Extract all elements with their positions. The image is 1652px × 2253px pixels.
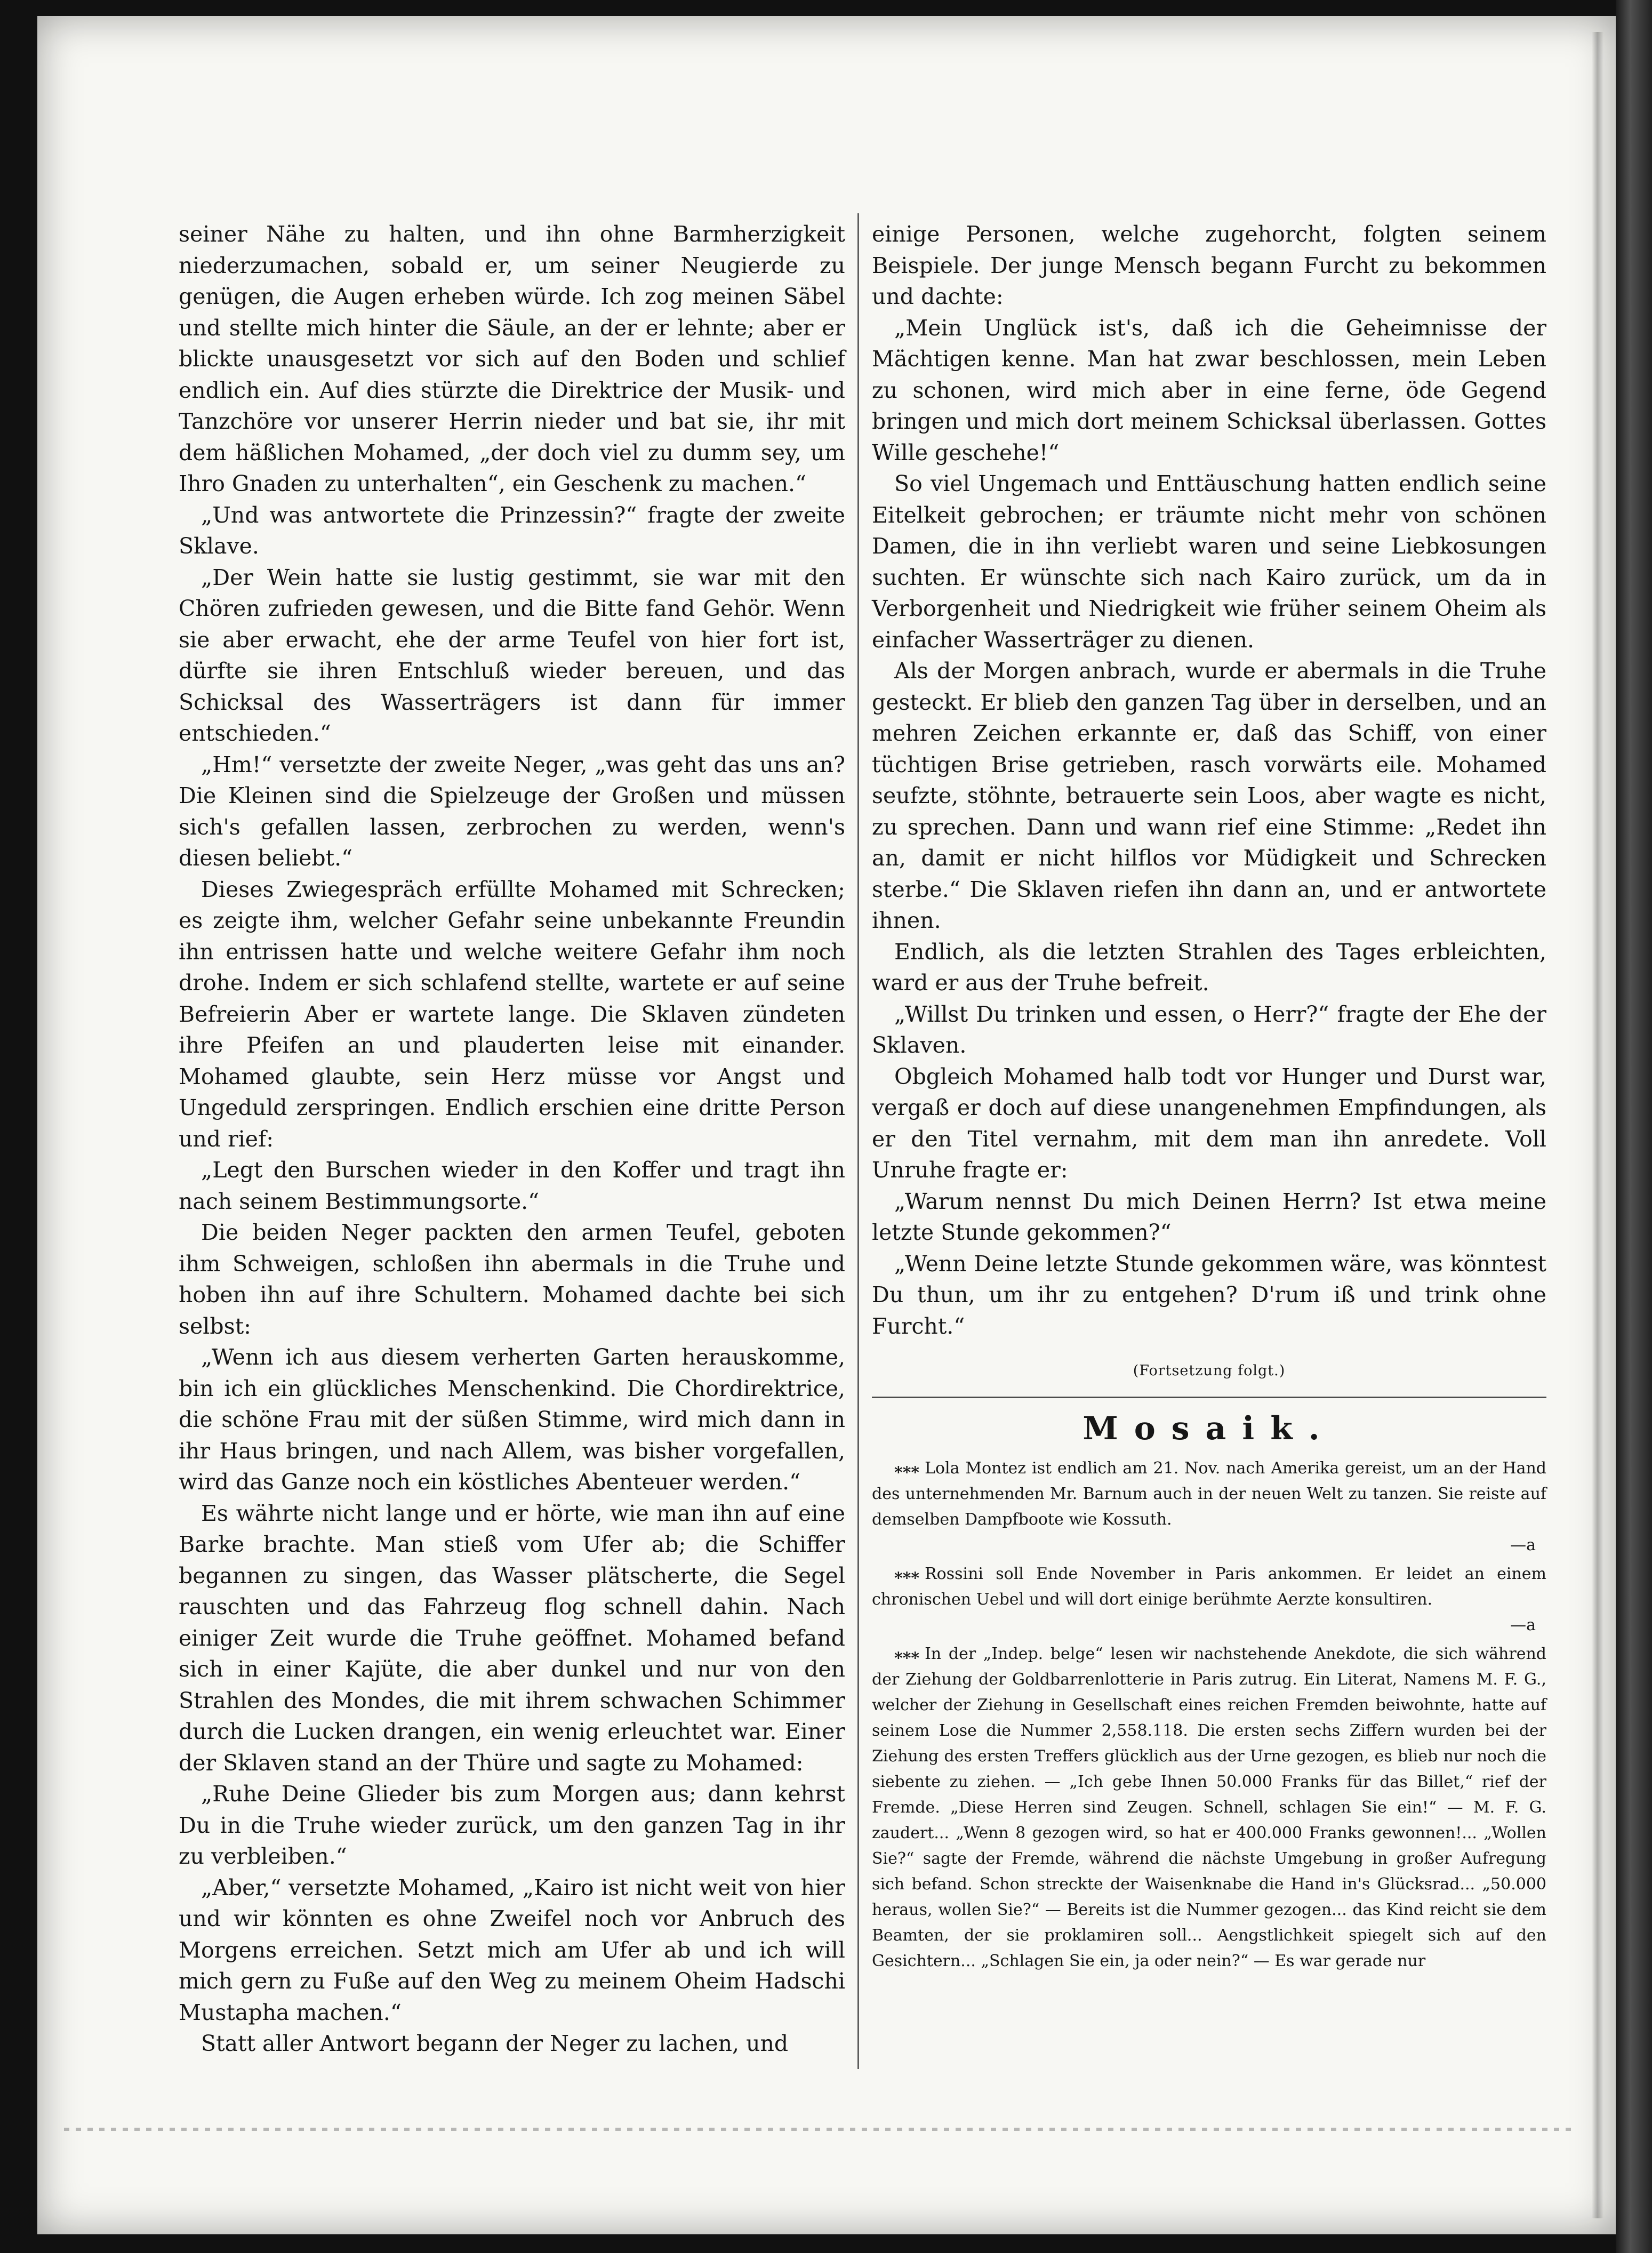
right-column xyxy=(872,219,1546,1977)
right-paragraph-6: „Willst Du trinken und essen, o Herr?“ fragte der Ehe der Sklaven. xyxy=(872,1001,1546,1058)
asterism-icon: ⁎⁎⁎ xyxy=(894,1458,920,1478)
mosaik-item-text: Lola Montez ist endlich am 21. Nov. nach Amerika gereist, um an der Hand des unternehmenden Mr. Barnum auch in der neuen Welt zu tanzen. Sie reiste auf demselben Dampfboote wie Kossuth. xyxy=(872,1458,1546,1529)
right-paragraph-1: einige Personen, welche zugehorcht, folgten seinem Beispiele. Der junge Mensch begann Furcht zu bekommen und dachte: xyxy=(872,221,1546,309)
binding-edge xyxy=(1616,0,1652,2253)
left-paragraph-7: Die beiden Neger packten den armen Teufel, geboten ihm Schweigen, schloßen ihn abermals in die Truhe und hoben ihn auf ihre Schultern. Mohamed dachte bei sich selbst: xyxy=(179,1220,845,1339)
continued-note: (Fortsetzung folgt.) xyxy=(1133,1362,1286,1379)
left-paragraph-8: „Wenn ich aus diesem verherten Garten herauskomme, bin ich ein glückliches Menschenkind. Die Chordirektrice, die schöne Frau mit der süßen Stimme, wird mich dann in ihr Haus bringen, und nach Allem, was bisher vorgefallen, wird das Ganze noch ein köstliches Abenteuer werden.“ xyxy=(179,1344,845,1495)
right-paragraph-9: „Wenn Deine letzte Stunde gekommen wäre, was könntest Du thun, um ihr zu entgehen? D'rum iß und trink ohne Furcht.“ xyxy=(872,1250,1546,1339)
asterism-icon: ⁎⁎⁎ xyxy=(894,1564,920,1583)
page-fold-shadow xyxy=(1592,32,1603,2218)
left-paragraph-11: „Aber,“ versetzte Mohamed, „Kairo ist nicht weit von hier und wir könnten es ohne Zweifel noch vor Anbruch des Morgens erreichen. Setzt mich am Ufer ab und ich will mich gern zu Fuße auf den Weg zu meinem Oheim Hadschi Mustapha machen.“ xyxy=(179,1874,845,2025)
mosaik-item-signature: —a xyxy=(1510,1615,1536,1634)
bottom-print-bleed xyxy=(64,2128,1573,2131)
left-paragraph-5: Dieses Zwiegespräch erfüllte Mohamed mit Schrecken; es zeigte ihm, welcher Gefahr seine unbekannte Freundin ihn entrissen hatte und welche weitere Gefahr ihm noch drohe. Indem er sich schlafend stellte, wartete er auf seine Befreierin Aber er wartete lange. Die Sklaven zündeten ihre Pfeifen an und plauderten leise mit einander. Mohamed glaubte, sein Herz müsse vor Angst und Ungeduld zerspringen. Endlich erschien eine dritte Person und rief: xyxy=(179,876,845,1152)
right-paragraph-5: Endlich, als die letzten Strahlen des Tages erbleichten, ward er aus der Truhe befreit. xyxy=(872,939,1546,996)
left-paragraph-2: „Und was antwortete die Prinzessin?“ fragte der zweite Sklave. xyxy=(179,502,845,559)
right-paragraph-2: „Mein Unglück ist's, daß ich die Geheimnisse der Mächtigen kenne. Man hat zwar beschlossen, mein Leben zu schonen, wird mich aber in eine ferne, öde Gegend bringen und mich dort meinem Schicksal überlassen. Gottes Wille geschehe!“ xyxy=(872,315,1546,466)
left-paragraph-1: seiner Nähe zu halten, und ihn ohne Barmherzigkeit niederzumachen, sobald er, um seiner Neugierde zu genügen, die Augen erheben würde. Ich zog meinen Säbel und stellte mich hinter die Säule, an der er lehnte; aber er blickte unausgesetzt vor sich auf den Boden und schlief endlich ein. Auf dies stürzte die Direktrice der Musik- und Tanzchöre vor unserer Herrin nieder und bat sie, ihr mit dem häßlichen Mohamed, „der doch viel zu dumm sey, um Ihro Gnaden zu unterhalten“, ein Geschenk zu machen.“ xyxy=(179,221,845,496)
section-rule xyxy=(872,1397,1546,1398)
left-paragraph-6: „Legt den Burschen wieder in den Koffer und tragt ihn nach seinem Bestimmungsorte.“ xyxy=(179,1157,845,1214)
mosaik-item xyxy=(872,1456,1546,1558)
asterism-icon: ⁎⁎⁎ xyxy=(894,1644,920,1663)
left-paragraph-3: „Der Wein hatte sie lustig gestimmt, sie war mit den Chören zufrieden gewesen, und die Bitte fand Gehör. Wenn sie aber erwacht, ehe der arme Teufel von hier fort ist, dürfte sie ihren Entschluß wieder bereuen, und das Schicksal des Wasserträgers ist dann für immer entschieden.“ xyxy=(179,564,845,746)
right-paragraph-4: Als der Morgen anbrach, wurde er abermals in die Truhe gesteckt. Er blieb den ganzen Tag über in derselben, und an mehren Zeichen erkannte er, daß das Schiff, von einer tüchtigen Brise getrieben, rasch vorwärts eile. Mohamed seufzte, stöhnte, betrauerte sein Loos, aber wagte es nicht, zu sprechen. Dann und wann rief eine Stimme: „Redet ihn an, damit er nicht hilflos vor Müdigkeit und Schrecken sterbe.“ Die Sklaven riefen ihn dann an, und er antwortete ihnen. xyxy=(872,658,1546,933)
left-paragraph-10: „Ruhe Deine Glieder bis zum Morgen aus; dann kehrst Du in die Truhe wieder zurück, um den ganzen Tag in ihr zu verbleiben.“ xyxy=(179,1781,845,1869)
mosaik-item xyxy=(872,1561,1546,1638)
right-paragraph-3: So viel Ungemach und Enttäuschung hatten endlich seine Eitelkeit gebrochen; er träumte nicht mehr von schönen Damen, die in ihn verliebt waren und seine Liebkosungen suchten. Er wünschte sich nach Kairo zurück, um da in Verborgenheit und Niedrigkeit wie früher seinem Oheim als einfacher Wasserträger zu dienen. xyxy=(872,471,1546,653)
left-paragraph-9: Es währte nicht lange und er hörte, wie man ihn auf eine Barke brachte. Man stieß vom Ufer ab; die Schiffer begannen zu singen, das Wasser plätscherte, die Segel rauschten und das Fahrzeug flog schnell dahin. Nach einiger Zeit wurde die Truhe geöffnet. Mohamed befand sich in einer Kajüte, die aber dunkel und nur von den Strahlen des Mondes, die mit ihrem schwachen Schimmer durch die Lucken drangen, ein wenig erleuchtet war. Einer der Sklaven stand an der Thüre und sagte zu Mohamed: xyxy=(179,1500,845,1776)
right-paragraph-8: „Warum nennst Du mich Deinen Herrn? Ist etwa meine letzte Stunde gekommen?“ xyxy=(872,1188,1546,1245)
left-paragraph-12: Statt aller Antwort begann der Neger zu lachen, und xyxy=(201,2031,789,2056)
mosaik-item-signature: —a xyxy=(1510,1535,1536,1554)
left-column xyxy=(179,219,845,2059)
section-title: Mosaik. xyxy=(1082,1409,1336,1447)
mosaik-item-text: In der „Indep. belge“ lesen wir nachstehende Anekdote, die sich während der Ziehung der Goldbarrenlotterie in Paris zutrug. Ein Literat, Namens M. F. G., welcher der Ziehung in Gesellschaft eines reichen Fremden beiwohnte, hatte auf seinem Lose die Nummer 2,558.118. Die ersten sechs Ziffern wurden bei der Ziehung des ersten Treffers glücklich aus der Urne gezogen, es blieb nur noch die siebente zu ziehen. — „Ich gebe Ihnen 50.000 Franks für das Billet,“ rief der Fremde. „Diese Herren sind Zeugen. Schnell, schlagen Sie ein!“ — M. F. G. zaudert... „Wenn 8 gezogen wird, so hat er 400.000 Franks gewonnen!... „Wollen Sie?“ sagte der Fremde, während die nächste Umgebung in großer Aufregung sich befand. Schon streckte der Waisenknabe die Hand in's Glücksrad... „50.000 heraus, wollen Sie?“ — Bereits ist die Nummer gezogen... das Kind reicht sie dem Beamten, der sie proklamiren soll... Aengstlichkeit spiegelt sich auf den Gesichtern... „Schlagen Sie ein, ja oder nein?“ — Es war gerade nur xyxy=(872,1644,1546,1970)
right-paragraph-7: Obgleich Mohamed halb todt vor Hunger und Durst war, vergaß er doch auf diese unangenehmen Empfindungen, als er den Titel vernahm, mit dem man ihn anredete. Voll Unruhe fragte er: xyxy=(872,1063,1546,1183)
mosaik-section xyxy=(872,1456,1546,1974)
column-divider xyxy=(857,213,859,2069)
mosaik-item xyxy=(872,1641,1546,1974)
mosaik-item-text: Rossini soll Ende November in Paris ankommen. Er leidet an einem chronischen Uebel und will dort einige berühmte Aerzte konsultiren. xyxy=(872,1564,1546,1609)
left-paragraph-4: „Hm!“ versetzte der zweite Neger, „was geht das uns an? Die Kleinen sind die Spielzeuge der Großen und müssen sich's gefallen lassen, zerbrochen zu werden, wenn's diesen beliebt.“ xyxy=(179,751,845,871)
